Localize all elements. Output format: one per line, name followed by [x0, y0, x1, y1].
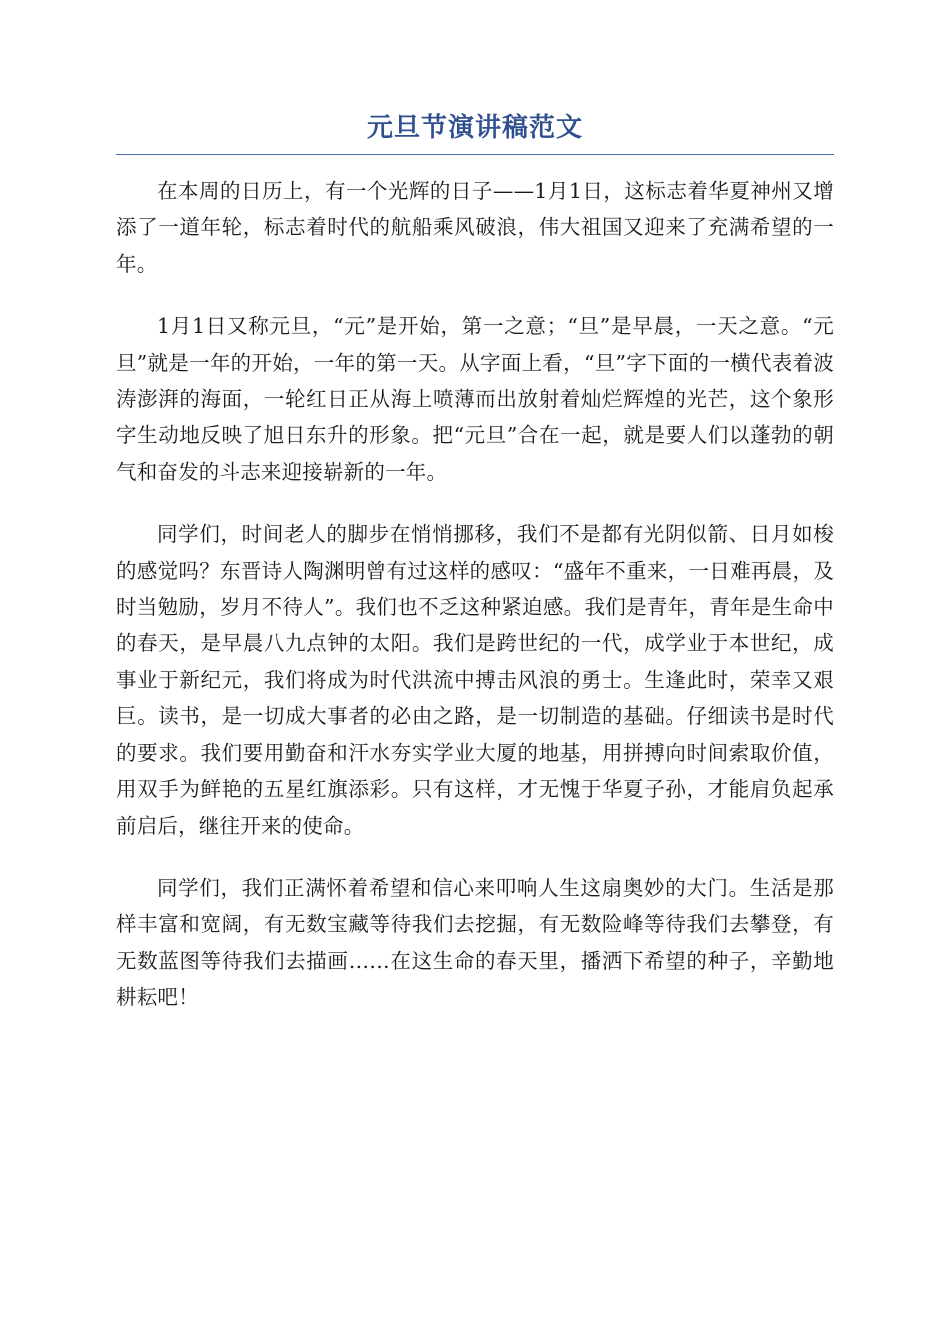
document-title: 元旦节演讲稿范文 — [116, 108, 834, 155]
paragraph-3: 同学们，时间老人的脚步在悄悄挪移，我们不是都有光阴似箭、日月如梭的感觉吗？东晋诗人陶渊明曾有过这样的感叹：“盛年不重来，一日难再晨，及时当勉励，岁月不待人”。我们也不乏这种紧迫感。我们是青年，青年是生命中的春天，是早晨八九点钟的太阳。我们是跨世纪的一代，成学业于本世纪，成事业于新纪元，我们将成为时代洪流中搏击风浪的勇士。生逢此时，荣幸又艰巨。读书，是一切成大事者的必由之路，是一切制造的基础。仔细读书是时代的要求。我们要用勤奋和汗水夯实学业大厦的地基，用拼搏向时间索取价值，用双手为鲜艳的五星红旗添彩。只有这样，才无愧于华夏子孙，才能肩负起承前启后，继往开来的使命。 — [116, 522, 834, 838]
document-body — [116, 173, 834, 1016]
paragraph-4: 同学们，我们正满怀着希望和信心来叩响人生这扇奥妙的大门。生活是那样丰富和宽阔，有无数宝藏等待我们去挖掘，有无数险峰等待我们去攀登，有无数蓝图等待我们去描画……在这生命的春天里，播洒下希望的种子，辛勤地耕耘吧！ — [116, 875, 834, 1010]
document-page — [116, 108, 834, 1042]
paragraph-2: 1月1日又称元旦，“元”是开始，第一之意；“旦”是早晨，一天之意。“元旦”就是一年的开始，一年的第一天。从字面上看，“旦”字下面的一横代表着波涛澎湃的海面，一轮红日正从海上喷薄而出放射着灿烂辉煌的光芒，这个象形字生动地反映了旭日东升的形象。把“元旦”合在一起，就是要人们以蓬勃的朝气和奋发的斗志来迎接崭新的一年。 — [116, 314, 834, 484]
paragraph-1: 在本周的日历上，有一个光辉的日子——1月1日，这标志着华夏神州又增添了一道年轮，标志着时代的航船乘风破浪，伟大祖国又迎来了充满希望的一年。 — [116, 179, 834, 276]
